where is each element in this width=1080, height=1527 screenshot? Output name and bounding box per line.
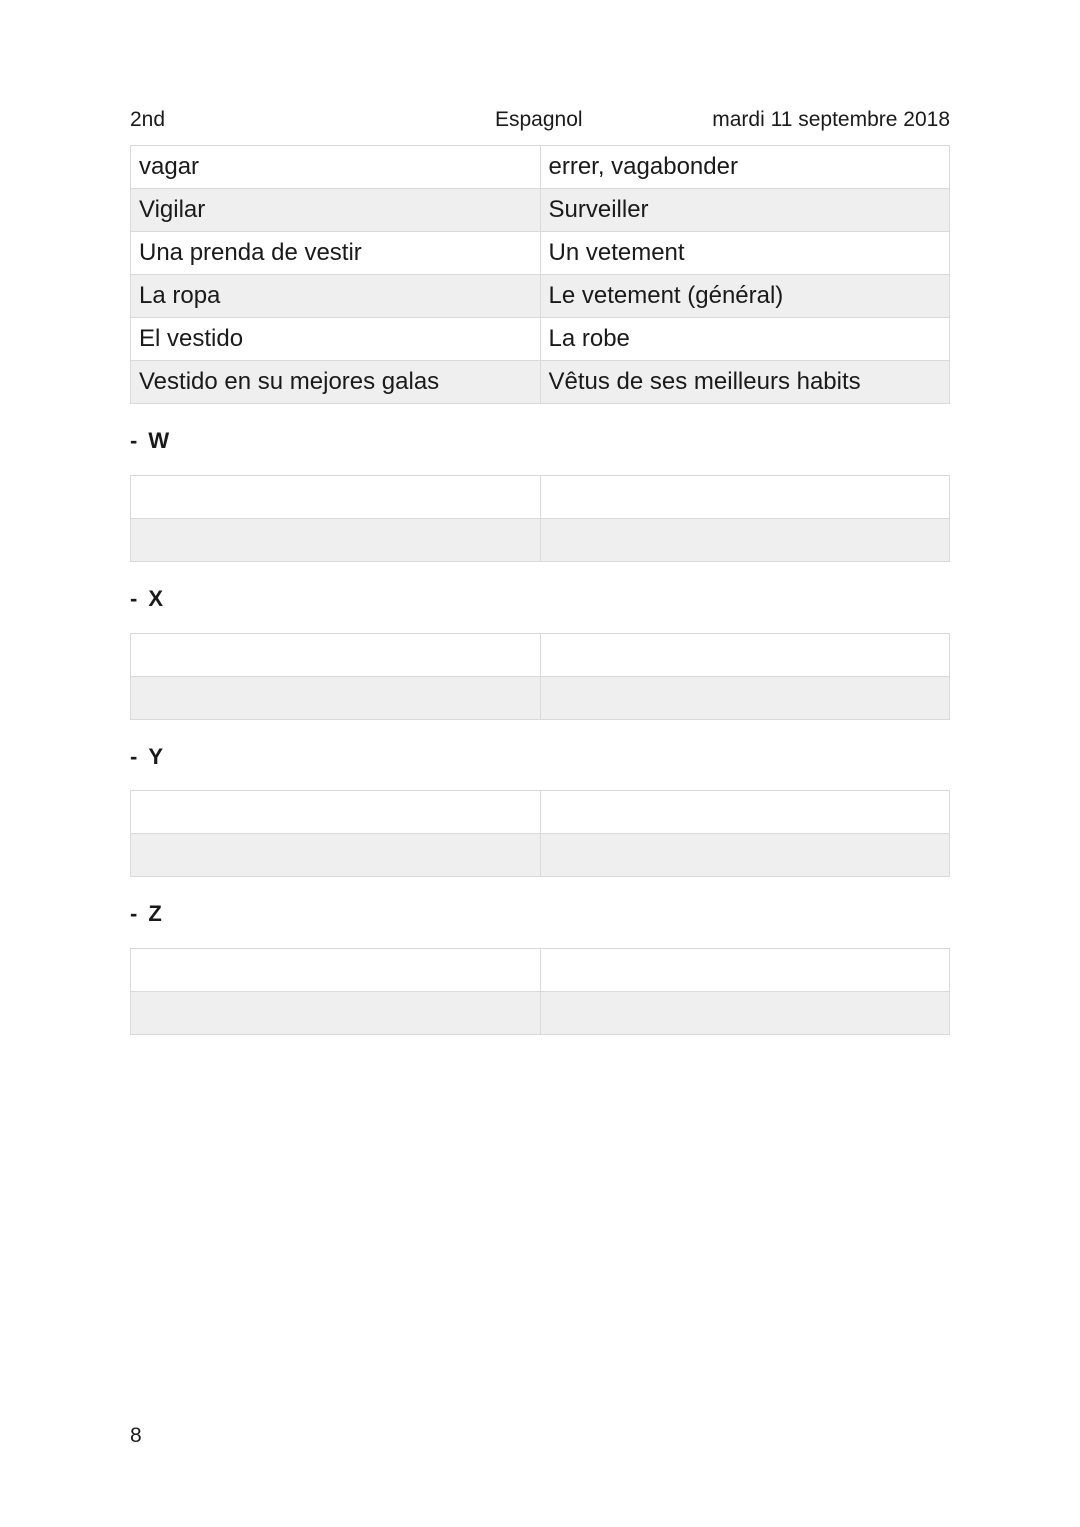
section-letter: Y [148,744,165,769]
section-dash: - [130,744,139,769]
vocab-table-z [130,948,950,1035]
table-row [131,318,950,361]
spanish-term: vagar [131,146,541,189]
section-dash: - [130,901,139,926]
table-row [131,949,950,992]
header-date: mardi 11 septembre 2018 [712,108,950,131]
spanish-term-empty [131,992,541,1035]
section-letter: Z [148,901,163,926]
section-heading-x [130,586,164,612]
french-translation-empty [540,476,950,519]
section-letter: X [148,586,165,611]
spanish-term-empty [131,476,541,519]
spanish-term-empty [131,634,541,677]
vocab-table-w [130,475,950,562]
table-row [131,634,950,677]
class-level: 2nd [130,108,166,131]
vocab-table-x [130,633,950,720]
section-letter: W [148,428,171,453]
spanish-term: El vestido [131,318,541,361]
vocab-table [130,145,950,404]
spanish-term-empty [131,834,541,877]
table-row [131,189,950,232]
section-heading-w [130,428,170,454]
french-translation-empty [540,949,950,992]
section-heading-y [130,744,164,770]
table-row [131,677,950,720]
french-translation-empty [540,677,950,720]
french-translation: Un vetement [540,232,950,275]
french-translation-empty [540,634,950,677]
section-dash: - [130,428,139,453]
french-translation: Vêtus de ses meilleurs habits [540,361,950,404]
section-heading-z [130,901,163,927]
spanish-term-empty [131,519,541,562]
table-row [131,519,950,562]
french-translation-empty [540,791,950,834]
vocab-table-y [130,790,950,877]
spanish-term-empty [131,949,541,992]
table-row [131,791,950,834]
french-translation: Le vetement (général) [540,275,950,318]
spanish-term: Vigilar [131,189,541,232]
table-row [131,275,950,318]
table-row [131,476,950,519]
french-translation-empty [540,992,950,1035]
table-row [131,232,950,275]
french-translation: errer, vagabonder [540,146,950,189]
table-row [131,834,950,877]
spanish-term-empty [131,677,541,720]
french-translation-empty [540,519,950,562]
french-translation: Surveiller [540,189,950,232]
spanish-term: La ropa [131,275,541,318]
section-dash: - [130,586,139,611]
spanish-term: Una prenda de vestir [131,232,541,275]
french-translation-empty [540,834,950,877]
table-row [131,146,950,189]
subject-title: Espagnol [495,108,583,131]
page-header [130,108,950,136]
page-number: 8 [130,1424,142,1447]
spanish-term-empty [131,791,541,834]
spanish-term: Vestido en su mejores galas [131,361,541,404]
french-translation: La robe [540,318,950,361]
table-row [131,361,950,404]
table-row [131,992,950,1035]
